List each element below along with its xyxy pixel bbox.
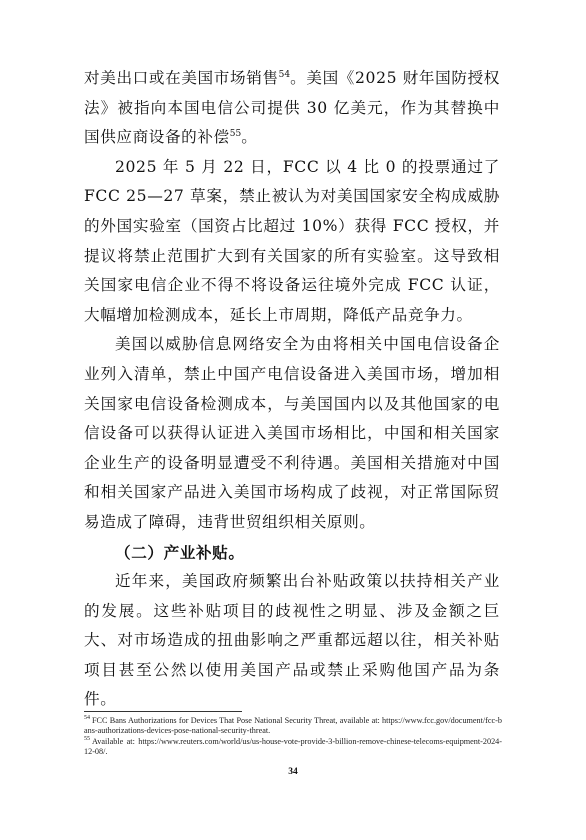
body-text (84, 64, 500, 715)
section-heading-industrial-subsidies: （二）产业补贴。 (115, 542, 245, 562)
footnote-divider (84, 711, 242, 712)
footnote-number: 54 (84, 715, 90, 722)
footnotes (84, 716, 502, 758)
page-number: 34 (288, 767, 298, 777)
footnote-text[interactable]: FCC Bans Authorizations for Devices That Pose National Security Threat, available at: https://www.fcc.gov/document/fcc-bans-authorizations-devices-pose-national-security-threat. (84, 716, 502, 736)
footnote-ref-54[interactable]: 54 (278, 69, 291, 80)
paragraph-subsidies: 近年来，美国政府频繁出台补贴政策以扶持相关产业的发展。这些补贴项目的歧视性之明显、涉及金额之巨大、对市场造成的扭曲影响之严重都远超以往，相关补贴项目甚至公然以使用美国产品或禁止采购他国产品为条件。 (84, 572, 500, 709)
footnote-number: 55 (84, 736, 90, 743)
paragraph-continuation: 对美出口或在美国市场销售$^{54}$。美国《2025 财年国防授权法》被指向本国电信公司提供 30 亿美元，作为其替换中国供应商设备的补偿$^{55}$。 (84, 69, 500, 147)
footnote-54 (84, 716, 502, 737)
paragraph-fcc-vote: 2025 年 5 月 22 日，FCC 以 4 比 0 的投票通过了 FCC 25—27 草案，禁止被认为对美国国家安全构成威胁的外国实验室（国资占比超过 10%）获得 FCC 授权，并提议将禁止范围扩大到有关国家的所有实验室。这导致相关国家电信企业不得不将设备运往境外完成 FCC 认证，大幅增加检测成本，延长上市周期，降低产品竞争力。 (84, 157, 500, 324)
footnote-text[interactable]: Available at: https://www.reuters.com/world/us/us-house-vote-provide-3-billion-remove-chinese-telecoms-equipment-2024-12-08/. (84, 736, 502, 757)
footnote-ref-55[interactable]: 55 (229, 129, 242, 139)
footnote-55 (84, 737, 502, 758)
paragraph-discrimination: 美国以威胁信息网络安全为由将相关中国电信设备企业列入清单，禁止中国产电信设备进入美国市场，增加相关国家电信设备检测成本，与美国国内以及其他国家的电信设备可以获得认证进入美国市场相比，中国和相关国家企业生产的设备明显遭受不利待遇。美国相关措施对中国和相关国家产品进入美国市场构成了歧视，对正常国际贸易造成了障碍，违背世贸组织相关原则。 (84, 335, 500, 531)
